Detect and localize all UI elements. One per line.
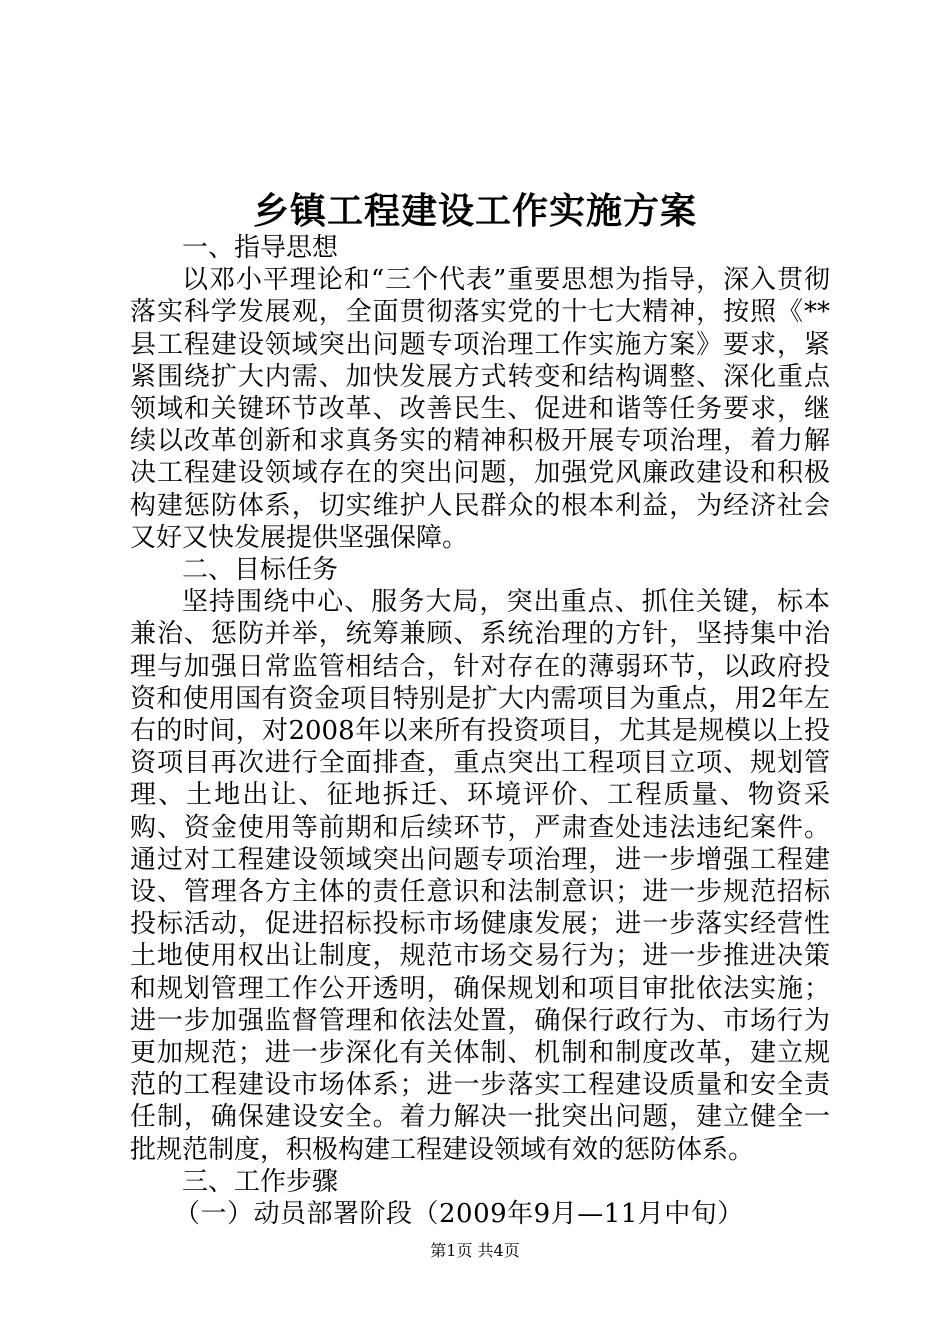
document-body xyxy=(130,232,830,1230)
document-title: 乡镇工程建设工作实施方案 xyxy=(252,190,697,232)
page-number-footer: 第1页 共4页 xyxy=(430,1241,520,1260)
section-heading-guiding-ideology: 一、指导思想 xyxy=(182,233,339,263)
section-heading-work-steps: 三、工作步骤 xyxy=(182,1166,339,1197)
section-paragraph-guiding-ideology: 以邓小平理论和“三个代表”重要思想为指导，深入贯彻落实科学发展观，全面贯彻落实党的十七大精神，按照《**县工程建设领域突出问题专项治理工作实施方案》要求，紧紧围绕扩大内需、加快发展方式转变和结构调整、深化重点领域和关键环节改革、改善民生、促进和谐等任务要求，继续以改革创新和求真务实的精神积极开展专项治理，着力解决工程建设领域存在的突出问题，加强党风廉政建设和积极构建惩防体系，切实维护人民群众的根本利益，为经济社会又好又快发展提供坚强保障。 xyxy=(130,265,830,553)
section-subheading-mobilization-stage: （一）动员部署阶段（2009年9月—11月中旬） xyxy=(174,1199,744,1230)
section-heading-goals-tasks: 二、目标任务 xyxy=(182,555,339,586)
section-paragraph-goals-tasks: 坚持围绕中心、服务大局，突出重点、抓住关键，标本兼治、惩防并举，统筹兼顾、系统治理的方针，坚持集中治理与加强日常监管相结合，针对存在的薄弱环节，以政府投资和使用国有资金项目特别是扩大内需项目为重点，用2年左右的时间，对2008年以来所有投资项目，尤其是规模以上投资项目再次进行全面排查，重点突出工程项目立项、规划管理、土地出让、征地拆迁、环境评价、工程质量、物资采购、资金使用等前期和后续环节，严肃查处违法违纪案件。通过对工程建设领域突出问题专项治理，进一步增强工程建设、管理各方主体的责任意识和法制意识；进一步规范招标投标活动，促进招标投标市场健康发展；进一步落实经营性土地使用权出让制度，规范市场交易行为；进一步推进决策和规划管理工作公开透明，确保规划和项目审批依法实施；进一步加强监督管理和依法处置，确保行政行为、市场行为更加规范；进一步深化有关体制、机制和制度改革，建立规范的工程建设市场体系；进一步落实工程建设质量和安全责任制，确保建设安全。着力解决一批突出问题，建立健全一批规范制度，积极构建工程建设领域有效的惩防体系。 xyxy=(130,587,830,1165)
